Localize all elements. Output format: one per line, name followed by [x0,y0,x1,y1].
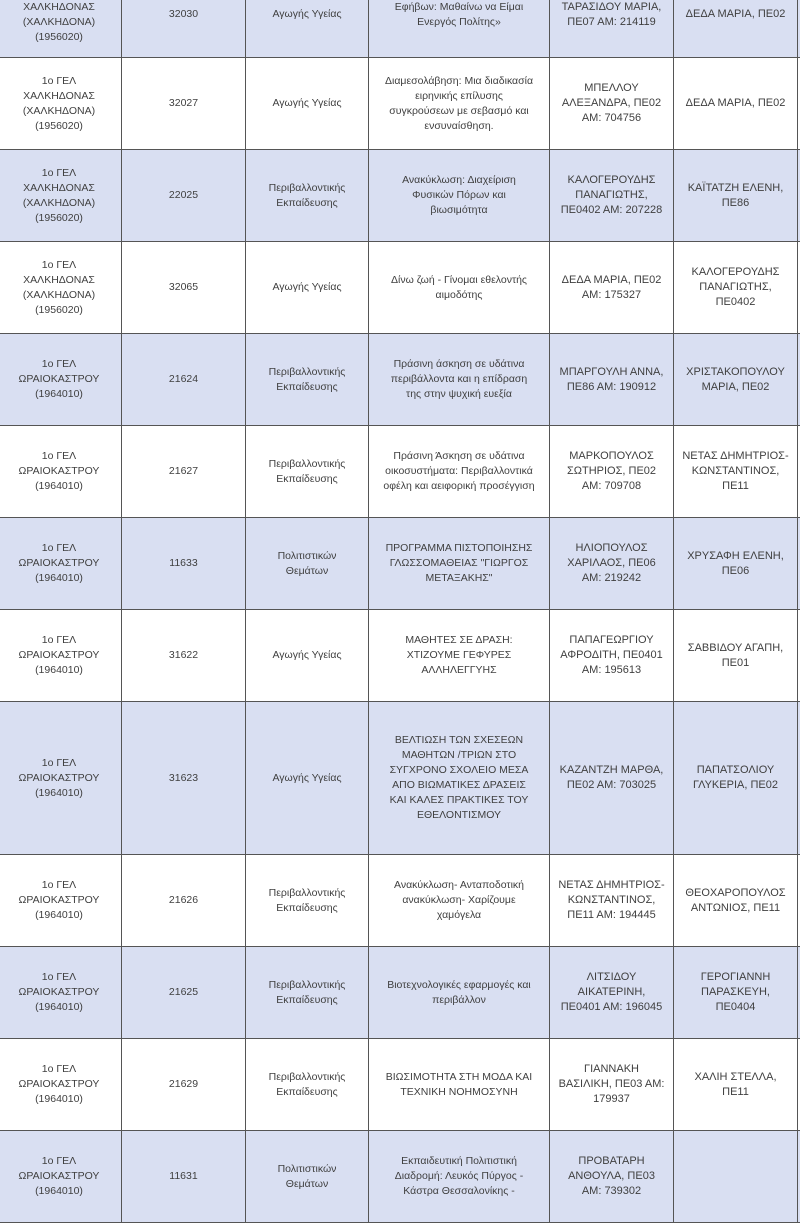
category-cell [246,150,369,242]
cell-line: βιωσιμότητα [373,203,545,218]
cell-line: ΠΑΠΑΓΕΩΡΓΙΟΥ [554,633,669,648]
cell-line: ΑΜ: 175327 [554,288,669,303]
cell-line: ΚΩΝΣΤΑΝΤΙΝΟΣ, [678,464,793,479]
cell-line: ΩΡΑΙΟΚΑΣΤΡΟΥ [1,771,117,786]
cell-line: ΑΠΟ ΒΙΩΜΑΤΙΚΕΣ ΔΡΑΣΕΙΣ [373,778,545,793]
cell-line: Αγωγής Υγείας [250,7,364,22]
cell-line: ΚΑΙ ΚΑΛΕΣ ΠΡΑΚΤΙΚΕΣ ΤΟΥ [373,793,545,808]
project-title-cell [369,1131,550,1223]
project-title-cell [369,947,550,1039]
project-title-cell [369,426,550,518]
member-cell [674,334,798,426]
project-code-cell: 31622 [122,610,246,702]
cell-line: (ΧΑΛΚΗΔΟΝΑ) [1,15,117,30]
project-title-cell [369,58,550,150]
project-title-cell [369,610,550,702]
cell-line: ΠΕ0402 ΑΜ: 207228 [554,203,669,218]
cell-line: ΠΕ01 [678,656,793,671]
project-title-cell [369,0,550,58]
project-code-cell: 11633 [122,518,246,610]
cell-line: (1964010) [1,571,117,586]
cell-line: ΠΕ86 ΑΜ: 190912 [554,380,669,395]
cell-line: 1ο ΓΕΛ [1,1154,117,1169]
cell-line: ΑΝΘΟΥΛΑ, ΠΕ03 [554,1169,669,1184]
cell-line: ΠΑΡΑΣΚΕΥΗ, [678,985,793,1000]
category-cell [246,426,369,518]
category-cell [246,334,369,426]
cell-line: (1956020) [1,30,117,45]
cell-line: Θεμάτων [250,564,364,579]
member-cell [674,58,798,150]
cell-line: ΔΕΔΑ ΜΑΡΙΑ, ΠΕ02 [678,96,793,111]
member-cell [674,702,798,855]
cell-line: 1ο ΓΕΛ [1,756,117,771]
cell-line: Περιβαλλοντικής [250,457,364,472]
cell-line: Εκπαίδευσης [250,472,364,487]
cell-line: περιβάλλοντα και η επίδραση [373,372,545,387]
cell-line: (ΧΑΛΚΗΔΟΝΑ) [1,104,117,119]
school-cell [0,855,122,947]
cell-line: ΑΜ: 219242 [554,571,669,586]
coordinator-cell [550,242,674,334]
cell-line: Περιβαλλοντικής [250,181,364,196]
coordinator-cell [550,426,674,518]
cell-line: ΠΕ06 [678,564,793,579]
school-cell [0,610,122,702]
cell-line: (1964010) [1,387,117,402]
project-code-cell: 22025 [122,150,246,242]
project-title-cell [369,518,550,610]
coordinator-cell [550,334,674,426]
cell-line: οφέλη και αειφορική προσέγγιση [373,479,545,494]
cell-line: ΧΑΛΙΗ ΣΤΕΛΛΑ, [678,1070,793,1085]
cell-line: ΩΡΑΙΟΚΑΣΤΡΟΥ [1,648,117,663]
cell-line: ΣΑΒΒΙΔΟΥ ΑΓΑΠΗ, [678,641,793,656]
cell-line: ΑΜ: 739302 [554,1184,669,1199]
cell-line: Περιβαλλοντικής [250,365,364,380]
school-cell [0,518,122,610]
cell-line: ΒΕΛΤΙΩΣΗ ΤΩΝ ΣΧΕΣΕΩΝ [373,733,545,748]
coordinator-cell [550,1131,674,1223]
cell-line: 1ο ΓΕΛ [1,449,117,464]
cell-line: Θεμάτων [250,1177,364,1192]
cell-line: Περιβαλλοντικής [250,978,364,993]
cell-line: 1ο ΓΕΛ [1,970,117,985]
category-cell [246,242,369,334]
cell-line: ΠΑΠΑΤΣΟΛΙΟΥ [678,763,793,778]
school-cell [0,1131,122,1223]
member-cell [674,150,798,242]
member-cell [674,610,798,702]
member-cell [674,518,798,610]
table-row [0,0,800,58]
coordinator-cell [550,855,674,947]
cell-line: ενσυναίσθηση. [373,119,545,134]
cell-line: ΤΕΧΝΙΚΗ ΝΟΗΜΟΣΥΝΗ [373,1085,545,1100]
cell-line: ανακύκλωση- Χαρίζουμε [373,893,545,908]
cell-line: (1964010) [1,663,117,678]
category-cell [246,855,369,947]
coordinator-cell [550,58,674,150]
coordinator-cell [550,518,674,610]
project-title-cell [369,855,550,947]
cell-line: Κάστρα Θεσσαλονίκης - [373,1184,545,1199]
cell-line: ΠΕ11 [678,479,793,494]
cell-line: (1956020) [1,119,117,134]
table-row [0,610,800,702]
cell-line: ΣΥΓΧΡΟΝΟ ΣΧΟΛΕΙΟ ΜΕΣΑ [373,763,545,778]
cell-line: Ανακύκλωση: Διαχείριση [373,173,545,188]
cell-line: ΑΜ: 195613 [554,663,669,678]
cell-line: ΩΡΑΙΟΚΑΣΤΡΟΥ [1,372,117,387]
table-row [0,947,800,1039]
cell-line: (1964010) [1,786,117,801]
project-code-cell: 21629 [122,1039,246,1131]
cell-line: Βιοτεχνολογικές εφαρμογές και [373,978,545,993]
member-cell [674,855,798,947]
cell-line: ΠΕ07 ΑΜ: 214119 [554,15,669,30]
cell-line: Δίνω ζωή - Γίνομαι εθελοντής [373,273,545,288]
cell-line: ΜΑΘΗΤΕΣ ΣΕ ΔΡΑΣΗ: [373,633,545,648]
cell-line: ΜΠΕΛΛΟΥ [554,81,669,96]
cell-line: Ανακύκλωση- Ανταποδοτική [373,878,545,893]
table-row [0,1039,800,1131]
school-cell [0,58,122,150]
cell-line: ΔΕΔΑ ΜΑΡΙΑ, ΠΕ02 [554,273,669,288]
project-code-cell: 21626 [122,855,246,947]
cell-line: ΜΑΘΗΤΩΝ /ΤΡΙΩΝ ΣΤΟ [373,748,545,763]
cell-line: Αγωγής Υγείας [250,648,364,663]
cell-line: ΜΕΤΑΞΑΚΗΣ" [373,571,545,586]
cell-line: ΑΦΡΟΔΙΤΗ, ΠΕ0401 [554,648,669,663]
cell-line: ΠΕ0402 [678,295,793,310]
cell-line: ΝΕΤΑΣ ΔΗΜΗΤΡΙΟΣ- [678,449,793,464]
cell-line: χαμόγελα [373,908,545,923]
cell-line: (1956020) [1,211,117,226]
cell-line: Φυσικών Πόρων και [373,188,545,203]
cell-line: (1964010) [1,479,117,494]
cell-line: ΧΡΙΣΤΑΚΟΠΟΥΛΟΥ [678,365,793,380]
cell-line: ΓΛΩΣΣΟΜΑΘΕΙΑΣ "ΓΙΩΡΓΟΣ [373,556,545,571]
member-cell [674,1131,798,1223]
cell-line: οικοσυστήματα: Περιβαλλοντικά [373,464,545,479]
cell-line: ΠΕ0401 ΑΜ: 196045 [554,1000,669,1015]
cell-line: ΩΡΑΙΟΚΑΣΤΡΟΥ [1,556,117,571]
cell-line: 1ο ΓΕΛ [1,541,117,556]
category-cell [246,1131,369,1223]
cell-line: ΧΑΛΚΗΔΟΝΑΣ [1,273,117,288]
cell-line: Εκπαίδευσης [250,380,364,395]
cell-line: ΚΑΪΤΑΤΖΗ ΕΛΕΝΗ, [678,181,793,196]
cell-line: 1ο ΓΕΛ [1,357,117,372]
project-title-cell [369,150,550,242]
cell-line: ΧΑΛΚΗΔΟΝΑΣ [1,89,117,104]
cell-line: ΚΑΛΟΓΕΡΟΥΔΗΣ [678,265,793,280]
cell-line: ΧΑΡΙΛΑΟΣ, ΠΕ06 [554,556,669,571]
cell-line: ειρηνικής επίλυσης [373,89,545,104]
cell-line: ΩΡΑΙΟΚΑΣΤΡΟΥ [1,985,117,1000]
cell-line: 1ο ΓΕΛ [1,258,117,273]
cell-line: Πολιτιστικών [250,1162,364,1177]
cell-line: ΠΕ86 [678,196,793,211]
cell-line: ΚΑΖΑΝΤΖΗ ΜΑΡΘΑ, [554,763,669,778]
cell-line: ΧΤΙΖΟΥΜΕ ΓΕΦΥΡΕΣ [373,648,545,663]
cell-line: Εκπαιδευτική Πολιτιστική [373,1154,545,1169]
member-cell [674,947,798,1039]
cell-line: ΔΕΔΑ ΜΑΡΙΑ, ΠΕ02 [678,7,793,22]
table-row [0,334,800,426]
school-cell [0,947,122,1039]
cell-line: ΓΙΑΝΝΑΚΗ [554,1062,669,1077]
cell-line: 1ο ΓΕΛ [1,633,117,648]
member-cell [674,0,798,58]
cell-line: Ενεργός Πολίτης» [373,15,545,30]
coordinator-cell [550,610,674,702]
coordinator-cell [550,150,674,242]
table-row [0,1131,800,1223]
member-cell [674,426,798,518]
category-cell [246,518,369,610]
table-row [0,855,800,947]
cell-line: 1ο ΓΕΛ [1,878,117,893]
cell-line: ΠΕ0404 [678,1000,793,1015]
cell-line: ΩΡΑΙΟΚΑΣΤΡΟΥ [1,893,117,908]
cell-line: (1964010) [1,1184,117,1199]
cell-line: ΜΑΡΚΟΠΟΥΛΟΣ [554,449,669,464]
school-cell [0,426,122,518]
cell-line: ΧΡΥΣΑΦΗ ΕΛΕΝΗ, [678,549,793,564]
table-row [0,150,800,242]
table-row [0,518,800,610]
cell-line: ΝΕΤΑΣ ΔΗΜΗΤΡΙΟΣ- [554,878,669,893]
cell-line: Περιβαλλοντικής [250,886,364,901]
cell-line: ΒΙΩΣΙΜΟΤΗΤΑ ΣΤΗ ΜΟΔΑ ΚΑΙ [373,1070,545,1085]
cell-line: 1ο ΓΕΛ [1,1062,117,1077]
cell-line: (1964010) [1,1000,117,1015]
cell-line: συγκρούσεων με σεβασμό και [373,104,545,119]
project-title-cell [369,334,550,426]
cell-line: ΕΘΕΛΟΝΤΙΣΜΟΥ [373,808,545,823]
table-row [0,426,800,518]
project-code-cell: 31623 [122,702,246,855]
cell-line: ΠΕ11 [678,1085,793,1100]
cell-line: (ΧΑΛΚΗΔΟΝΑ) [1,288,117,303]
cell-line: Εκπαίδευσης [250,993,364,1008]
project-code-cell: 32027 [122,58,246,150]
cell-line: ΩΡΑΙΟΚΑΣΤΡΟΥ [1,1169,117,1184]
cell-line: Εφήβων: Μαθαίνω να Είμαι [373,0,545,15]
cell-line: ΩΡΑΙΟΚΑΣΤΡΟΥ [1,464,117,479]
category-cell [246,610,369,702]
project-code-cell: 21627 [122,426,246,518]
school-cell [0,150,122,242]
coordinator-cell [550,1039,674,1131]
cell-line: Πράσινη Άσκηση σε υδάτινα [373,449,545,464]
cell-line: ΠΕ11 ΑΜ: 194445 [554,908,669,923]
cell-line: Εκπαίδευσης [250,1085,364,1100]
project-title-cell [369,702,550,855]
cell-line: ΧΑΛΚΗΔΟΝΑΣ [1,181,117,196]
cell-line: ΗΛΙΟΠΟΥΛΟΣ [554,541,669,556]
cell-line: Αγωγής Υγείας [250,96,364,111]
school-cell [0,702,122,855]
cell-line: 179937 [554,1092,669,1107]
project-code-cell: 32030 [122,0,246,58]
cell-line: Αγωγής Υγείας [250,280,364,295]
cell-line: ΑΙΚΑΤΕΡΙΝΗ, [554,985,669,1000]
category-cell [246,947,369,1039]
school-cell [0,1039,122,1131]
category-cell [246,702,369,855]
school-cell [0,334,122,426]
cell-line: ΑΛΕΞΑΝΔΡΑ, ΠΕ02 [554,96,669,111]
project-code-cell: 11631 [122,1131,246,1223]
table-row [0,702,800,855]
cell-line: ΜΠΑΡΓΟΥΛΗ ΑΝΝΑ, [554,365,669,380]
cell-line: ΠΕ02 ΑΜ: 703025 [554,778,669,793]
project-code-cell: 21625 [122,947,246,1039]
cell-line: ΣΩΤΗΡΙΟΣ, ΠΕ02 [554,464,669,479]
project-code-cell: 21624 [122,334,246,426]
category-cell [246,0,369,58]
table-row [0,58,800,150]
category-cell [246,1039,369,1131]
cell-line: ΠΡΟΓΡΑΜΜΑ ΠΙΣΤΟΠΟΙΗΣΗΣ [373,541,545,556]
cell-line: ΑΜ: 709708 [554,479,669,494]
cell-line: ΑΜ: 704756 [554,111,669,126]
cell-line: ΑΛΛΗΛΕΓΓΥΗΣ [373,663,545,678]
cell-line: Διαδρομή: Λευκός Πύργος - [373,1169,545,1184]
coordinator-cell [550,0,674,58]
cell-line: ΠΡΟΒΑΤΑΡΗ [554,1154,669,1169]
cell-line: ΓΕΡΟΓΙΑΝΝΗ [678,970,793,985]
cell-line: της στην ψυχική ευεξία [373,387,545,402]
cell-line: ΓΛΥΚΕΡΙΑ, ΠΕ02 [678,778,793,793]
cell-line: (1964010) [1,1092,117,1107]
cell-line: (ΧΑΛΚΗΔΟΝΑ) [1,196,117,211]
project-title-cell [369,242,550,334]
member-cell [674,242,798,334]
cell-line: ΧΑΛΚΗΔΟΝΑΣ [1,0,117,15]
project-title-cell [369,1039,550,1131]
category-cell [246,58,369,150]
coordinator-cell [550,702,674,855]
cell-line: 1ο ΓΕΛ [1,166,117,181]
cell-line: ΛΙΤΣΙΔΟΥ [554,970,669,985]
cell-line: 1ο ΓΕΛ [1,74,117,89]
cell-line: ΩΡΑΙΟΚΑΣΤΡΟΥ [1,1077,117,1092]
coordinator-cell [550,947,674,1039]
project-code-cell: 32065 [122,242,246,334]
cell-line: Αγωγής Υγείας [250,771,364,786]
cell-line: αιμοδότης [373,288,545,303]
school-cell [0,0,122,58]
cell-line: Εκπαίδευσης [250,901,364,916]
cell-line: ΘΕΟΧΑΡΟΠΟΥΛΟΣ [678,886,793,901]
cell-line: Περιβαλλοντικής [250,1070,364,1085]
cell-line: Πολιτιστικών [250,549,364,564]
cell-line: Εκπαίδευσης [250,196,364,211]
cell-line: Διαμεσολάβηση: Μια διαδικασία [373,74,545,89]
cell-line: ΚΑΛΟΓΕΡΟΥΔΗΣ [554,173,669,188]
cell-line: ΠΑΝΑΓΙΩΤΗΣ, [678,280,793,295]
cell-line: ΠΑΝΑΓΙΩΤΗΣ, [554,188,669,203]
cell-line: (1956020) [1,303,117,318]
school-cell [0,242,122,334]
cell-line: ΜΑΡΙΑ, ΠΕ02 [678,380,793,395]
cell-line: ΑΝΤΩΝΙΟΣ, ΠΕ11 [678,901,793,916]
cell-line: Πράσινη άσκηση σε υδάτινα [373,357,545,372]
cell-line: περιβάλλον [373,993,545,1008]
cell-line: ΤΑΡΑΣΙΔΟΥ ΜΑΡΙΑ, [554,0,669,15]
table-row [0,242,800,334]
cell-line: (1964010) [1,908,117,923]
cell-line: ΚΩΝΣΤΑΝΤΙΝΟΣ, [554,893,669,908]
member-cell [674,1039,798,1131]
cell-line: ΒΑΣΙΛΙΚΗ, ΠΕ03 ΑΜ: [554,1077,669,1092]
